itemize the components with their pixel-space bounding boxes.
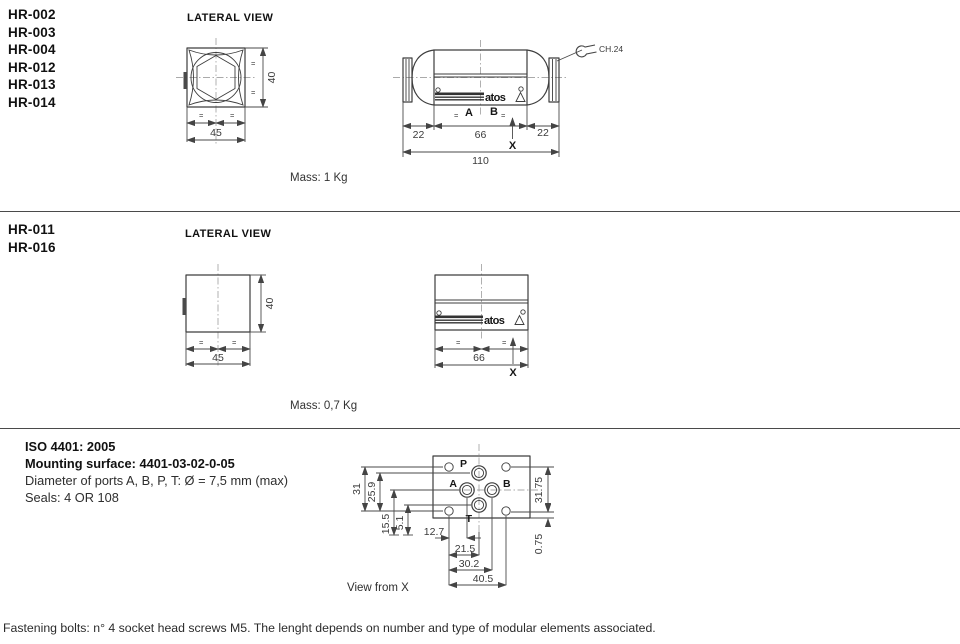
dim-height: 40 — [264, 297, 276, 310]
dim-right: 22 — [537, 127, 549, 139]
iso-spec-block — [25, 438, 288, 506]
lateral-view-title: LATERAL VIEW — [187, 12, 274, 24]
port-diameter-line: Diameter of ports A, B, P, T: Ø = 7,5 mm (max) — [25, 473, 289, 488]
lateral-view-title: LATERAL VIEW — [185, 228, 272, 240]
bolt-hole — [502, 463, 510, 471]
spool-bar — [435, 316, 483, 319]
dim-5-1: 5.1 — [394, 515, 406, 531]
model-list-mid — [8, 221, 56, 256]
model-label: HR-002 — [8, 7, 56, 22]
model-label: HR-012 — [8, 59, 56, 75]
lateral-view-drawing-top — [385, 35, 640, 170]
dim-0-75: 0.75 — [533, 533, 545, 555]
mounting-tab — [184, 72, 188, 89]
port-t-label: T — [465, 513, 472, 525]
dim-12-7: 12.7 — [423, 526, 445, 538]
dim-25-9: 25.9 — [366, 481, 378, 503]
section-divider — [0, 428, 960, 429]
screw-hole — [519, 87, 523, 91]
dim-31-75: 31.75 — [533, 476, 545, 504]
spool-bar — [435, 93, 484, 96]
port-a-label: A — [449, 478, 457, 490]
dim-center: 66 — [473, 352, 485, 364]
mass-note-top: Mass: 1 Kg — [290, 172, 348, 184]
dim-15-5: 15.5 — [380, 513, 392, 535]
lateral-view-drawing-mid — [420, 258, 560, 380]
left-end-cap — [403, 58, 412, 102]
equal-mark: = — [199, 111, 204, 120]
iso-standard-line: ISO 4401: 2005 — [25, 439, 116, 454]
equal-mark: = — [251, 59, 256, 68]
equal-mark: = — [251, 88, 256, 97]
equal-mark: = — [230, 111, 235, 120]
equal-mark: = — [456, 338, 461, 347]
dim-total: 110 — [472, 155, 489, 167]
fastening-bolts-note: Fastening bolts: n° 4 socket head screws M5. The lenght depends on number and type of modular elements associated. — [3, 621, 656, 635]
equal-mark: = — [501, 111, 506, 120]
atos-logo: atos — [485, 92, 506, 104]
mounting-surface-line: Mounting surface: 4401-03-02-0-05 — [25, 456, 235, 471]
section-divider — [0, 211, 960, 212]
wrench-size-label: CH.24 — [599, 44, 624, 54]
model-label: HR-004 — [8, 42, 56, 57]
screw-hole — [521, 310, 525, 314]
dim-width: 45 — [212, 352, 224, 364]
atos-logo: atos — [484, 315, 505, 327]
dim-40-5: 40.5 — [472, 573, 494, 585]
model-label: HR-014 — [8, 94, 56, 110]
view-from-x-caption: View from X — [347, 582, 409, 594]
front-view-drawing-mid — [160, 258, 292, 376]
bolt-hole — [445, 463, 453, 471]
equal-mark: = — [232, 338, 237, 347]
bolt-hole — [502, 507, 510, 515]
mass-note-mid: Mass: 0,7 Kg — [290, 400, 358, 412]
model-label: HR-013 — [8, 77, 56, 92]
port-b-label: B — [503, 478, 511, 490]
dim-21-5: 21.5 — [454, 543, 476, 555]
equal-mark: = — [454, 111, 459, 120]
x-axis-label: X — [509, 367, 517, 379]
equal-mark: = — [502, 338, 507, 347]
model-list-top — [8, 6, 56, 111]
model-label: HR-011 — [8, 222, 55, 237]
dim-center: 66 — [474, 129, 487, 141]
screw-hole — [437, 311, 441, 315]
dim-left: 22 — [412, 129, 425, 141]
port-a-label: A — [465, 107, 473, 119]
front-view-drawing-top — [160, 28, 292, 150]
seals-line: Seals: 4 OR 108 — [25, 490, 119, 505]
dim-31: 31 — [351, 483, 363, 495]
atos-triangle-icon — [516, 93, 525, 102]
dim-30-2: 30.2 — [458, 558, 480, 570]
dim-height: 40 — [266, 71, 278, 84]
model-label: HR-003 — [8, 24, 56, 40]
equal-mark: = — [199, 338, 204, 347]
right-end-cap — [549, 58, 559, 102]
dim-width: 45 — [210, 127, 222, 139]
screw-hole — [436, 88, 440, 92]
port-p-label: P — [459, 458, 467, 470]
x-axis-label: X — [508, 140, 517, 152]
bolt-hole — [445, 507, 453, 515]
mounting-tab — [183, 298, 187, 315]
mounting-surface-drawing — [335, 432, 620, 604]
port-b-label: B — [490, 106, 498, 118]
model-label: HR-016 — [8, 239, 56, 255]
atos-triangle-icon — [515, 316, 524, 325]
